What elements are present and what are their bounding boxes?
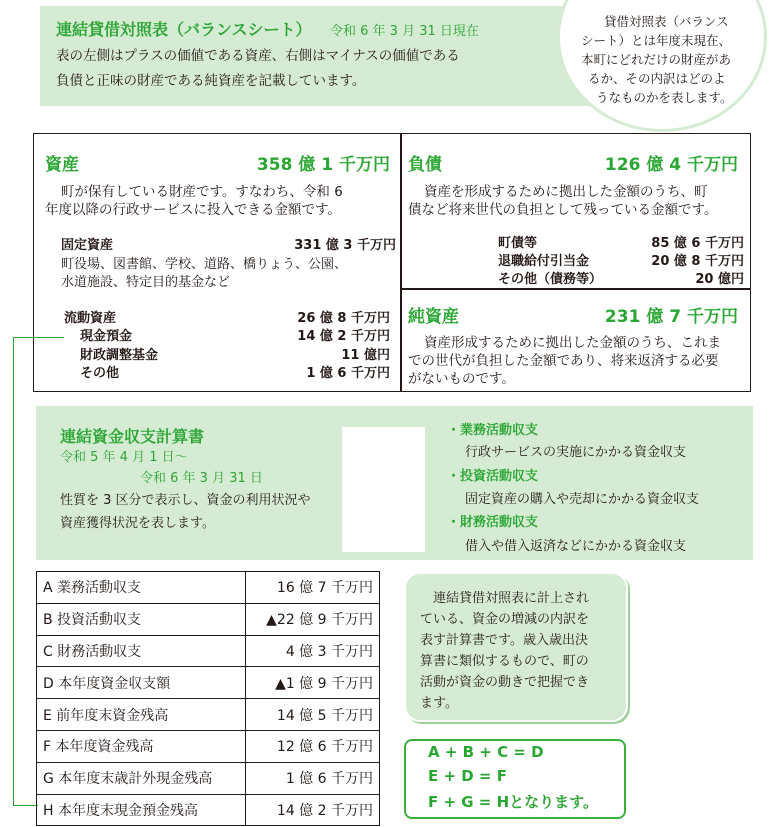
table-row <box>37 603 380 635</box>
note-line: 算書に類似するもので、町の <box>420 654 589 669</box>
net-assets-desc-line: 資産形成するために拠出した金額のうち、これま <box>424 335 721 351</box>
circle-note-line: シート）とは年度末現在、 <box>581 33 732 48</box>
cash-flow-row-label: A 業務活動収支 <box>37 572 246 604</box>
table-row <box>37 794 380 826</box>
fixed-assets-value: 331 億 3 千万円 <box>294 238 396 253</box>
circle-note-line: 貸借対照表（バランス <box>604 14 729 29</box>
cash-flow-category-desc: 借入や借入返済などにかかる資金収支 <box>465 539 687 554</box>
liabilities-item-label: その他（債務等） <box>498 272 603 287</box>
balance-sheet-divider <box>400 133 402 392</box>
note-line: 活動が資金の動きで把握でき <box>420 675 590 690</box>
liabilities-item-value: 20 億円 <box>695 272 744 287</box>
table-row <box>37 730 380 762</box>
fixed-assets-detail: 町役場、図書館、学校、道路、橋りょう、公園、 <box>61 257 348 272</box>
balance-sheet-divider <box>400 288 751 290</box>
fixed-assets-label: 固定資産 <box>61 238 114 253</box>
cash-flow-row-value: 4 億 3 千万円 <box>246 635 380 667</box>
note-line: 表す計算書です。歳入歳出決 <box>420 633 588 648</box>
cash-flow-table <box>36 571 380 826</box>
current-assets-label: 財政調整基金 <box>80 348 159 363</box>
fixed-assets-detail: 水道施設、特定目的基金など <box>61 275 231 290</box>
cash-flow-category-desc: 行政サービスの実施にかかる資金収支 <box>465 445 687 460</box>
balance-sheet-desc-line: 表の左側はプラスの価値である資産、右側はマイナスの価値である <box>56 48 460 64</box>
liabilities-amount: 126 億 4 千万円 <box>604 155 738 175</box>
cash-flow-row-value: 14 億 5 千万円 <box>246 699 380 731</box>
cash-flow-row-label: F 本年度資金残高 <box>37 730 246 762</box>
cash-flow-category-name: ・業務活動収支 <box>447 423 539 438</box>
cash-flow-row-value: 16 億 7 千万円 <box>246 572 380 604</box>
circle-note-line: 本町にどれだけの財産があ <box>581 52 732 67</box>
note-line: ている、資金の増減の内訳を <box>420 612 590 627</box>
note-line: 連結貸借対照表に計上され <box>433 591 590 606</box>
cash-flow-row-label: E 前年度末資金残高 <box>37 699 246 731</box>
table-row <box>37 762 380 794</box>
liabilities-desc-line: 債など将来世代の負担として残っている金額です。 <box>408 202 718 218</box>
cash-flow-category-name: ・投資活動収支 <box>447 469 539 484</box>
net-assets-amount: 231 億 7 千万円 <box>604 307 738 327</box>
cash-flow-desc-line: 性質を 3 区分で表示し、資金の利用状況や <box>60 493 311 508</box>
current-assets-value: 26 億 8 千万円 <box>297 311 390 326</box>
cash-flow-row-label: C 財務活動収支 <box>37 635 246 667</box>
balance-sheet-desc-line: 負債と正味の財産である純資産を記載しています。 <box>56 73 366 89</box>
assets-amount: 358 億 1 千万円 <box>256 155 390 175</box>
balance-sheet-date: 令和 6 年 3 月 31 日現在 <box>330 24 479 39</box>
cash-flow-row-value: 12 億 6 千万円 <box>246 730 380 762</box>
liabilities-item-label: 町債等 <box>498 236 538 251</box>
connector-line <box>13 805 38 806</box>
cash-flow-row-value: 1 億 6 千万円 <box>246 762 380 794</box>
cash-flow-title: 連結資金収支計算書 <box>60 427 205 446</box>
circle-note-line: うなものかを表します。 <box>596 90 733 105</box>
cash-flow-row-value: ▲22 億 9 千万円 <box>246 603 380 635</box>
cash-flow-period-start: 令和 5 年 4 月 1 日〜 <box>60 450 188 465</box>
current-assets-value: 11 億円 <box>341 348 390 363</box>
balance-sheet-title: 連結貸借対照表（バランスシート） <box>56 20 312 39</box>
cash-flow-blank-panel <box>342 427 425 552</box>
assets-title: 資産 <box>45 155 79 175</box>
cash-flow-row-label: H 本年度末現金預金残高 <box>37 794 246 826</box>
current-assets-label: 流動資産 <box>64 311 117 326</box>
equation-line: F + G = Hとなります。 <box>428 793 598 811</box>
table-row <box>37 635 380 667</box>
liabilities-title: 負債 <box>408 155 442 175</box>
current-assets-value: 1 億 6 千万円 <box>306 366 390 381</box>
cash-flow-row-label: B 投資活動収支 <box>37 603 246 635</box>
equation-line: A + B + C = D <box>428 743 544 761</box>
cash-flow-desc-line: 資産獲得状況を表します。 <box>60 516 215 531</box>
cash-flow-row-value: ▲1 億 9 千万円 <box>246 667 380 699</box>
table-row <box>37 572 380 604</box>
cash-flow-row-value: 14 億 2 千万円 <box>246 794 380 826</box>
liabilities-item-value: 85 億 6 千万円 <box>651 236 744 251</box>
cash-flow-category-desc: 固定資産の購入や売却にかかる資金収支 <box>465 492 700 507</box>
cash-flow-row-label: G 本年度末歳計外現金残高 <box>37 762 246 794</box>
cash-flow-category-name: ・財務活動収支 <box>447 515 539 530</box>
assets-desc-line: 町が保有している財産です。すなわち、令和 6 <box>61 184 343 200</box>
net-assets-desc-line: がないものです。 <box>408 371 515 387</box>
circle-note-line: るか、その内訳はどのよ <box>588 71 726 86</box>
current-assets-value: 14 億 2 千万円 <box>297 329 390 344</box>
connector-line <box>13 337 64 338</box>
assets-desc-line: 年度以降の行政サービスに投入できる金額です。 <box>45 202 341 218</box>
liabilities-item-label: 退職給付引当金 <box>498 254 590 269</box>
net-assets-desc-line: での世代が負担した金額であり、将来返済する必要 <box>408 353 719 369</box>
cash-flow-row-label: D 本年度資金収支額 <box>37 667 246 699</box>
liabilities-item-value: 20 億 8 千万円 <box>651 254 744 269</box>
table-row <box>37 667 380 699</box>
liabilities-desc-line: 資産を形成するために拠出した金額のうち、町 <box>424 184 708 200</box>
note-line: ます。 <box>420 696 458 711</box>
table-row <box>37 699 380 731</box>
current-assets-label: その他 <box>80 366 120 381</box>
cash-flow-period-end: 令和 6 年 3 月 31 日 <box>140 471 263 486</box>
equation-line: E + D = F <box>428 767 507 785</box>
net-assets-title: 純資産 <box>408 307 459 327</box>
connector-line <box>13 337 14 805</box>
current-assets-label: 現金預金 <box>80 329 133 344</box>
